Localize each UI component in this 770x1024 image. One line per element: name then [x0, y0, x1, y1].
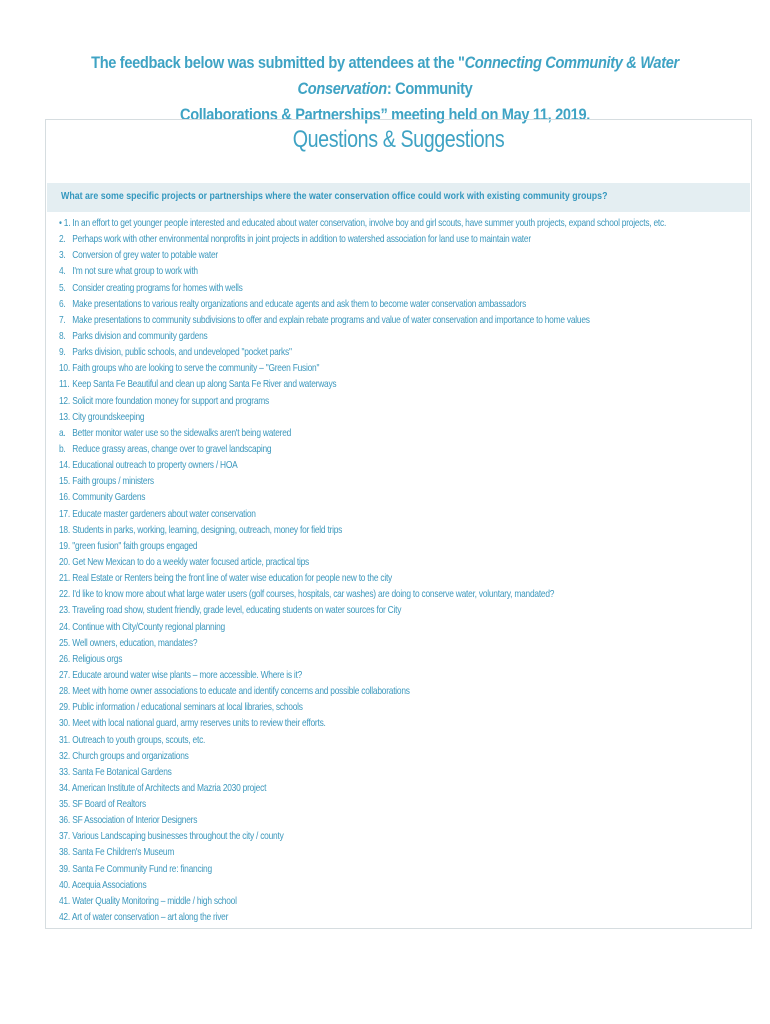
list-item: [59, 570, 666, 586]
list-item: [59, 732, 666, 748]
page-header: [80, 50, 691, 128]
section-title: Questions & Suggestions: [292, 126, 505, 153]
item-number: 25.: [59, 636, 70, 649]
item-text: Parks division, public schools, and undeveloped "pocket parks": [72, 346, 292, 359]
item-number: 41.: [59, 894, 70, 907]
item-text: Educate master gardeners about water conservation: [72, 507, 256, 520]
item-text: Better monitor water use so the sidewalks aren't being watered: [72, 426, 292, 439]
list-item: [59, 360, 666, 376]
item-number: 27.: [59, 668, 70, 681]
item-number: 3.: [59, 249, 66, 262]
item-text: Religious orgs: [72, 652, 123, 665]
item-number: 20.: [59, 555, 70, 568]
list-item: [59, 231, 666, 247]
item-number: 26.: [59, 652, 70, 665]
list-item: [59, 909, 666, 925]
list-item: [59, 780, 666, 796]
item-number: 18.: [59, 523, 70, 536]
item-number: 30.: [59, 717, 70, 730]
item-text: I'm not sure what group to work with: [72, 265, 198, 278]
item-number: 35.: [59, 798, 70, 811]
item-number: 17.: [59, 507, 70, 520]
list-item: [59, 602, 666, 618]
item-text: Well owners, education, mandates?: [72, 636, 198, 649]
item-text: I'd like to know more about what large water users (golf courses, hospitals, car washes) are doing to conserve water, voluntary, mandated?: [72, 588, 555, 601]
item-number: 12.: [59, 394, 70, 407]
item-text: Reduce grassy areas, change over to gravel landscaping: [72, 442, 272, 455]
item-text: City groundskeeping: [72, 410, 145, 423]
list-item: [59, 280, 666, 296]
list-item: [59, 344, 666, 360]
list-item: [59, 764, 666, 780]
item-text: Parks division and community gardens: [72, 329, 208, 342]
item-number: 5.: [59, 281, 66, 294]
question-band: [47, 183, 750, 212]
item-text: Real Estate or Renters being the front line of water wise education for people new to the city: [72, 572, 393, 585]
item-text: "green fusion" faith groups engaged: [72, 539, 198, 552]
item-number: 32.: [59, 749, 70, 762]
item-number: 23.: [59, 604, 70, 617]
item-text: Get New Mexican to do a weekly water focused article, practical tips: [72, 555, 310, 568]
list-item: [59, 861, 666, 877]
list-item: [59, 893, 666, 909]
list-item: [59, 215, 666, 231]
list-item: [59, 263, 666, 279]
item-text: Santa Fe Community Fund re: financing: [72, 862, 212, 875]
list-item: [59, 699, 666, 715]
item-text: Keep Santa Fe Beautiful and clean up along Santa Fe River and waterways: [72, 378, 337, 391]
item-number: 38.: [59, 846, 70, 859]
item-number: 2.: [59, 233, 66, 246]
item-number: 13.: [59, 410, 70, 423]
item-number: 24.: [59, 620, 70, 633]
item-text: Make presentations to community subdivisions to offer and explain rebate programs and value of water conservation and importance to home values: [72, 313, 590, 326]
item-text: Community Gardens: [72, 491, 146, 504]
item-text: Perhaps work with other environmental nonprofits in joint projects in addition to watershed association for land use to maintain water: [72, 233, 531, 246]
list-item: [59, 828, 666, 844]
item-number: 14.: [59, 459, 70, 472]
item-number: 11.: [59, 378, 70, 391]
list-item: [59, 247, 666, 263]
list-item: [59, 473, 666, 489]
list-item: [59, 877, 666, 893]
item-text: SF Board of Realtors: [72, 798, 146, 811]
item-number: 6.: [59, 297, 66, 310]
list-item: [59, 812, 666, 828]
item-text: Faith groups / ministers: [72, 475, 154, 488]
list-item: [59, 683, 666, 699]
header-line-2: Collaborations & Partnerships” meeting held on May 11, 2019.: [180, 105, 590, 124]
list-item: [59, 296, 666, 312]
list-item: [59, 796, 666, 812]
list-item: [59, 376, 666, 392]
item-text: Art of water conservation – art along the river: [71, 911, 229, 924]
list-item: [59, 506, 666, 522]
list-item: [59, 441, 666, 457]
list-item: [59, 489, 666, 505]
list-item: [59, 393, 666, 409]
list-item: [59, 425, 666, 441]
list-item: [59, 554, 666, 570]
item-text: Public information / educational seminars at local libraries, schools: [72, 701, 303, 714]
list-item: [59, 748, 666, 764]
header-line-1: The feedback below was submitted by attendees at the "Connecting Community & Water Conservation: Community: [91, 53, 679, 98]
item-number: 15.: [59, 475, 70, 488]
item-number: 7.: [59, 313, 66, 326]
item-number: 42.: [59, 911, 70, 924]
item-number: • 1.: [59, 217, 71, 229]
list-item: [59, 844, 666, 860]
list-item: [59, 635, 666, 651]
item-number: 10.: [59, 362, 70, 375]
list-item: [59, 586, 666, 602]
item-text: Meet with home owner associations to educate and identify concerns and possible collaborations: [72, 685, 410, 698]
item-number: 16.: [59, 491, 70, 504]
item-number: 40.: [59, 878, 70, 891]
item-text: Educational outreach to property owners / HOA: [72, 459, 238, 472]
item-text: Church groups and organizations: [72, 749, 189, 762]
item-text: Continue with City/County regional planning: [72, 620, 225, 633]
item-number: 39.: [59, 862, 70, 875]
item-number: 37.: [59, 830, 70, 843]
item-text: Faith groups who are looking to serve the community – "Green Fusion": [72, 362, 320, 375]
item-text: Solicit more foundation money for support and programs: [72, 394, 269, 407]
item-number: a.: [59, 426, 66, 439]
list-item: [59, 651, 666, 667]
item-text: Santa Fe Children's Museum: [72, 846, 175, 859]
item-text: Acequia Associations: [71, 878, 147, 891]
item-text: In an effort to get younger people interested and educated about water conservation, involve boy and girl scouts, have summer youth projects, expand school projects, etc.: [72, 217, 667, 229]
item-number: 29.: [59, 701, 70, 714]
list-item: [59, 715, 666, 731]
item-text: Outreach to youth groups, scouts, etc.: [72, 733, 206, 746]
item-text: Make presentations to various realty organizations and educate agents and ask them to become water conservation ambassadors: [72, 297, 527, 310]
list-item: [59, 522, 666, 538]
item-number: 28.: [59, 685, 70, 698]
question-text: What are some specific projects or partnerships where the water conservation office could work with existing community groups?: [61, 190, 608, 202]
list-item: [59, 619, 666, 635]
item-text: Educate around water wise plants – more accessible. Where is it?: [72, 668, 303, 681]
item-number: 9.: [59, 346, 66, 359]
item-text: Conversion of grey water to potable water: [72, 249, 218, 262]
item-number: 22.: [59, 588, 70, 601]
item-text: Water Quality Monitoring – middle / high school: [72, 894, 237, 907]
item-text: Meet with local national guard, army reserves units to review their efforts.: [72, 717, 326, 730]
item-number: 34.: [59, 781, 70, 794]
item-number: 33.: [59, 765, 70, 778]
item-text: SF Association of Interior Designers: [72, 814, 198, 827]
item-number: b.: [59, 442, 66, 455]
list-item: [59, 328, 666, 344]
item-text: Various Landscaping businesses throughout the city / county: [72, 830, 284, 843]
item-number: 8.: [59, 329, 66, 342]
item-text: Students in parks, working, learning, designing, outreach, money for field trips: [72, 523, 343, 536]
item-text: Traveling road show, student friendly, grade level, educating students on water sources for City: [72, 604, 402, 617]
item-number: 21.: [59, 572, 70, 585]
item-number: 19.: [59, 539, 70, 552]
meeting-name: Connecting Community & Water Conservation: [297, 53, 679, 98]
list-item: [59, 409, 666, 425]
item-text: Consider creating programs for homes with wells: [72, 281, 243, 294]
questions-panel: [45, 119, 752, 929]
item-number: 36.: [59, 814, 70, 827]
item-number: 31.: [59, 733, 70, 746]
list-item: [59, 538, 666, 554]
list-item: [59, 457, 666, 473]
item-text: Santa Fe Botanical Gardens: [72, 765, 172, 778]
item-text: American Institute of Architects and Mazria 2030 project: [71, 781, 267, 794]
item-number: 4.: [59, 265, 66, 278]
list-item: [59, 667, 666, 683]
suggestions-list: [59, 215, 770, 925]
list-item: [59, 312, 666, 328]
